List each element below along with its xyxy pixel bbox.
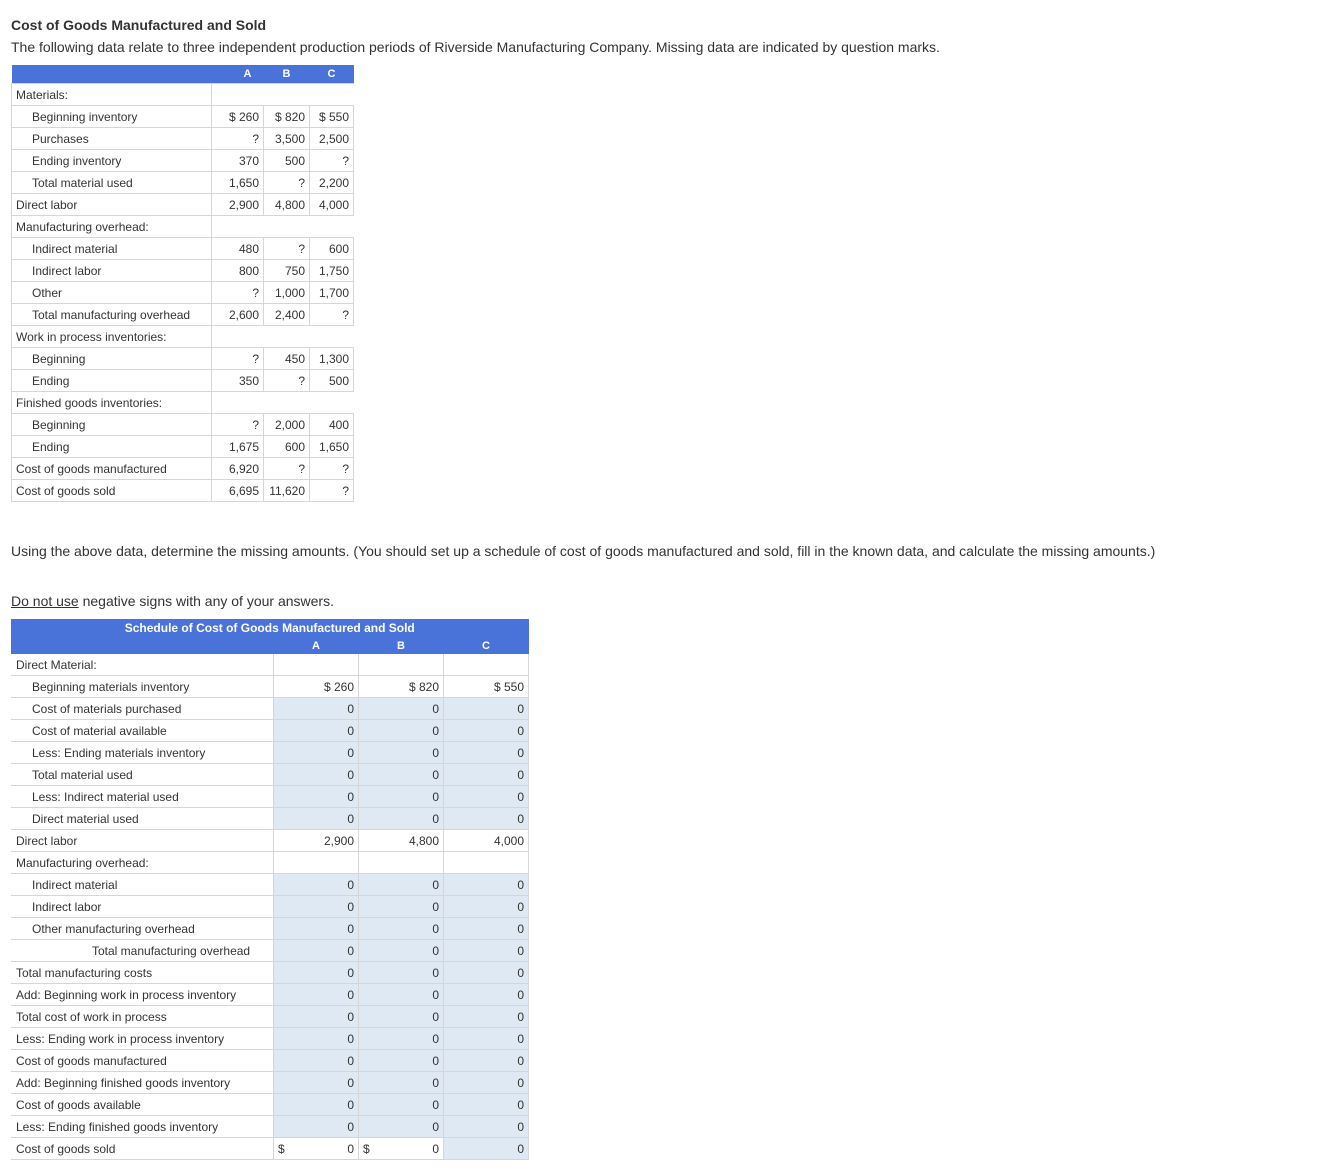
schedule-row-label: Add: Beginning work in process inventory: [11, 984, 274, 1006]
data-cell-b: [264, 216, 310, 238]
schedule-cell-c[interactable]: 0: [444, 962, 529, 984]
schedule-cell-a[interactable]: 0: [274, 918, 359, 940]
data-cell-a: ?: [212, 348, 264, 370]
schedule-cell-b[interactable]: 0: [359, 984, 444, 1006]
data-cell-b: 750: [264, 260, 310, 282]
data-cell-a: ?: [212, 414, 264, 436]
data-row: [12, 414, 354, 436]
schedule-row-label: Total manufacturing costs: [11, 962, 274, 984]
schedule-row: [11, 654, 529, 676]
data-cell-c: 600: [310, 238, 354, 260]
schedule-cell-a: [274, 654, 359, 676]
schedule-cell-a[interactable]: 0: [274, 1116, 359, 1138]
data-row-label: Beginning inventory: [12, 106, 212, 128]
cell-value: 0: [347, 1141, 354, 1156]
schedule-cell-a[interactable]: 0: [274, 1072, 359, 1094]
data-header-blank: [12, 65, 212, 84]
data-cell-b: [264, 84, 310, 106]
schedule-row-label: Less: Ending materials inventory: [11, 742, 274, 764]
schedule-header-a: A: [274, 637, 359, 654]
data-cell-c: ?: [310, 458, 354, 480]
schedule-cell-c[interactable]: 0: [444, 808, 529, 830]
data-cell-c: 2,200: [310, 172, 354, 194]
data-cell-a: 350: [212, 370, 264, 392]
schedule-cell-c[interactable]: 0: [444, 698, 529, 720]
schedule-cell-c: [444, 654, 529, 676]
data-cell-a: 1,675: [212, 436, 264, 458]
data-header-c: C: [310, 65, 354, 84]
data-cell-a: [212, 84, 264, 106]
schedule-row-label: Cost of goods sold: [11, 1138, 274, 1160]
schedule-row: [11, 1050, 529, 1072]
data-cell-b: ?: [264, 458, 310, 480]
data-row-label: Ending: [12, 436, 212, 458]
schedule-header-b: B: [359, 637, 444, 654]
data-cell-a: [212, 216, 264, 238]
data-row: [12, 128, 354, 150]
schedule-cell-a[interactable]: 0: [274, 1028, 359, 1050]
data-row-label: Cost of goods manufactured: [12, 458, 212, 480]
schedule-cell-a[interactable]: 0: [274, 984, 359, 1006]
data-cell-a: ?: [212, 128, 264, 150]
data-cell-b: 600: [264, 436, 310, 458]
schedule-cell-b[interactable]: 0: [359, 1028, 444, 1050]
schedule-row: [11, 896, 529, 918]
data-row-label: Materials:: [12, 84, 212, 106]
data-row-label: Direct labor: [12, 194, 212, 216]
data-cell-a: 2,600: [212, 304, 264, 326]
schedule-cell-b[interactable]: 0: [359, 808, 444, 830]
schedule-cell-b[interactable]: 0: [359, 1006, 444, 1028]
schedule-row: [11, 1006, 529, 1028]
cell-value: 0: [432, 1141, 439, 1156]
schedule-row: [11, 720, 529, 742]
schedule-cell-a[interactable]: 0: [274, 720, 359, 742]
schedule-cell-c[interactable]: 0: [444, 1006, 529, 1028]
schedule-row-label: Direct Material:: [11, 654, 274, 676]
data-cell-c: [310, 216, 354, 238]
schedule-cell-a[interactable]: 0: [274, 962, 359, 984]
schedule-row: [11, 940, 529, 962]
data-row-label: Cost of goods sold: [12, 480, 212, 502]
schedule-row: [11, 984, 529, 1006]
schedule-cell-a[interactable]: [274, 1138, 359, 1160]
data-row: [12, 238, 354, 260]
schedule-cell-a[interactable]: 0: [274, 1050, 359, 1072]
data-cell-b: ?: [264, 238, 310, 260]
data-cell-c: 1,700: [310, 282, 354, 304]
schedule-cell-a[interactable]: 0: [274, 896, 359, 918]
schedule-cell-b[interactable]: 0: [359, 1050, 444, 1072]
data-cell-c: [310, 326, 354, 348]
data-cell-c: ?: [310, 150, 354, 172]
data-row-label: Work in process inventories:: [12, 326, 212, 348]
data-cell-c: [310, 84, 354, 106]
schedule-row: [11, 1028, 529, 1050]
data-cell-c: 1,750: [310, 260, 354, 282]
schedule-row: [11, 918, 529, 940]
data-row: [12, 392, 354, 414]
schedule-cell-c[interactable]: 0: [444, 742, 529, 764]
data-cell-c: ?: [310, 480, 354, 502]
schedule-cell-c: 4,000: [444, 830, 529, 852]
data-row: [12, 172, 354, 194]
schedule-cell-a[interactable]: 0: [274, 1006, 359, 1028]
data-cell-b: 11,620: [264, 480, 310, 502]
schedule-header-blank: [11, 637, 274, 654]
schedule-row-label: Other manufacturing overhead: [11, 918, 274, 940]
data-cell-b: ?: [264, 370, 310, 392]
data-row-label: Indirect labor: [12, 260, 212, 282]
data-row: [12, 304, 354, 326]
schedule-row: [11, 698, 529, 720]
schedule-row: [11, 1116, 529, 1138]
data-cell-c: 2,500: [310, 128, 354, 150]
schedule-cell-a[interactable]: 0: [274, 1094, 359, 1116]
schedule-row: [11, 764, 529, 786]
schedule-cell-b[interactable]: 0: [359, 720, 444, 742]
data-cell-a: 6,695: [212, 480, 264, 502]
schedule-cell-c[interactable]: 0: [444, 720, 529, 742]
negative-sign-note: [11, 593, 334, 609]
schedule-cell-c[interactable]: 0: [444, 940, 529, 962]
data-cell-b: 3,500: [264, 128, 310, 150]
currency-symbol: $: [363, 1141, 370, 1156]
data-row: [12, 150, 354, 172]
schedule-cell-c[interactable]: 0: [444, 896, 529, 918]
data-cell-b: 2,000: [264, 414, 310, 436]
schedule-cell-c[interactable]: 0: [444, 1028, 529, 1050]
data-cell-c: 1,300: [310, 348, 354, 370]
schedule-cell-b[interactable]: 0: [359, 940, 444, 962]
data-cell-a: ?: [212, 282, 264, 304]
schedule-cell-b: [359, 852, 444, 874]
schedule-cell-a: 2,900: [274, 830, 359, 852]
schedule-row-label: Cost of materials purchased: [11, 698, 274, 720]
data-cell-b: 500: [264, 150, 310, 172]
data-row: [12, 282, 354, 304]
data-cell-a: 480: [212, 238, 264, 260]
data-cell-a: 2,900: [212, 194, 264, 216]
schedule-row-label: Beginning materials inventory: [11, 676, 274, 698]
schedule-row: [11, 852, 529, 874]
schedule-row: [11, 962, 529, 984]
intro-text: The following data relate to three independent production periods of Riverside Manufacturing Company. Missing data are indicated by question marks.: [11, 39, 940, 55]
data-cell-b: 1,000: [264, 282, 310, 304]
schedule-row: [11, 874, 529, 896]
data-cell-c: $ 550: [310, 106, 354, 128]
data-row: [12, 458, 354, 480]
data-cell-b: ?: [264, 172, 310, 194]
data-cell-b: [264, 326, 310, 348]
schedule-cell-b: [359, 654, 444, 676]
schedule-row: [11, 1138, 529, 1160]
schedule-row-label: Direct material used: [11, 808, 274, 830]
schedule-cell-b[interactable]: 0: [359, 896, 444, 918]
data-row-label: Total material used: [12, 172, 212, 194]
schedule-row-label: Indirect labor: [11, 896, 274, 918]
data-cell-a: 800: [212, 260, 264, 282]
data-row: [12, 480, 354, 502]
schedule-row-label: Less: Ending work in process inventory: [11, 1028, 274, 1050]
note-underlined: Do not use: [11, 593, 79, 609]
schedule-row-label: Total manufacturing overhead: [11, 940, 274, 962]
data-cell-c: [310, 392, 354, 414]
schedule-cell-b[interactable]: 0: [359, 1094, 444, 1116]
data-row-label: Ending inventory: [12, 150, 212, 172]
schedule-cell-a: $ 260: [274, 676, 359, 698]
schedule-cell-b: $ 820: [359, 676, 444, 698]
data-row: [12, 106, 354, 128]
schedule-row: [11, 1072, 529, 1094]
currency-symbol: $: [278, 1141, 285, 1156]
schedule-cell-a: [274, 852, 359, 874]
schedule-row-label: Total material used: [11, 764, 274, 786]
schedule-cell-b[interactable]: 0: [359, 698, 444, 720]
data-row-label: Ending: [12, 370, 212, 392]
data-cell-b: 4,800: [264, 194, 310, 216]
schedule-row-label: Manufacturing overhead:: [11, 852, 274, 874]
schedule-row-label: Add: Beginning finished goods inventory: [11, 1072, 274, 1094]
data-row: [12, 370, 354, 392]
data-row-label: Indirect material: [12, 238, 212, 260]
schedule-cell-b[interactable]: 0: [359, 918, 444, 940]
data-row-label: Finished goods inventories:: [12, 392, 212, 414]
cell-wrapper: [274, 1138, 354, 1159]
schedule-row-label: Less: Ending finished goods inventory: [11, 1116, 274, 1138]
page-title: Cost of Goods Manufactured and Sold: [11, 17, 267, 33]
schedule-cell-a[interactable]: 0: [274, 742, 359, 764]
schedule-cell-a[interactable]: 0: [274, 940, 359, 962]
data-row: [12, 326, 354, 348]
schedule-cell-c[interactable]: 0: [444, 1050, 529, 1072]
schedule-cell-b[interactable]: 0: [359, 742, 444, 764]
schedule-row: [11, 786, 529, 808]
schedule-cell-c[interactable]: 0: [444, 1138, 529, 1160]
schedule-cell-c[interactable]: 0: [444, 764, 529, 786]
data-cell-a: 370: [212, 150, 264, 172]
data-cell-b: [264, 392, 310, 414]
schedule-row: [11, 676, 529, 698]
schedule-cell-a[interactable]: 0: [274, 764, 359, 786]
schedule-cell-c: [444, 852, 529, 874]
schedule-title: Schedule of Cost of Goods Manufactured and Sold: [11, 619, 529, 637]
data-row: [12, 84, 354, 106]
data-cell-b: $ 820: [264, 106, 310, 128]
schedule-cell-c: $ 550: [444, 676, 529, 698]
schedule-cell-b: 4,800: [359, 830, 444, 852]
schedule-row-label: Cost of goods available: [11, 1094, 274, 1116]
schedule-cell-b[interactable]: 0: [359, 962, 444, 984]
schedule-table: [11, 619, 529, 1160]
data-header-a: A: [212, 65, 264, 84]
data-row: [12, 260, 354, 282]
schedule-cell-a[interactable]: 0: [274, 874, 359, 896]
instructions: Using the above data, determine the missing amounts. (You should set up a schedule of cost of goods manufactured and sold, fill in the known data, and calculate the missing amounts.): [11, 543, 1156, 559]
note-rest: negative signs with any of your answers.: [78, 593, 334, 609]
schedule-row-label: Indirect material: [11, 874, 274, 896]
cell-wrapper: [359, 1138, 439, 1159]
schedule-row: [11, 808, 529, 830]
schedule-cell-c[interactable]: 0: [444, 874, 529, 896]
data-row-label: Beginning: [12, 348, 212, 370]
data-cell-a: [212, 392, 264, 414]
schedule-row-label: Cost of material available: [11, 720, 274, 742]
schedule-cell-b[interactable]: 0: [359, 786, 444, 808]
data-cell-b: 450: [264, 348, 310, 370]
data-row-label: Purchases: [12, 128, 212, 150]
data-cell-a: 6,920: [212, 458, 264, 480]
data-cell-c: 400: [310, 414, 354, 436]
schedule-row-label: Less: Indirect material used: [11, 786, 274, 808]
data-cell-a: [212, 326, 264, 348]
data-cell-c: 1,650: [310, 436, 354, 458]
data-row: [12, 348, 354, 370]
data-row: [12, 194, 354, 216]
schedule-row-label: Total cost of work in process: [11, 1006, 274, 1028]
schedule-cell-a[interactable]: 0: [274, 786, 359, 808]
data-header-b: B: [264, 65, 310, 84]
schedule-cell-c[interactable]: 0: [444, 918, 529, 940]
schedule-cell-c[interactable]: 0: [444, 786, 529, 808]
data-row-label: Total manufacturing overhead: [12, 304, 212, 326]
schedule-cell-b[interactable]: [359, 1138, 444, 1160]
given-data-table: [11, 65, 354, 502]
data-cell-a: 1,650: [212, 172, 264, 194]
data-row-label: Manufacturing overhead:: [12, 216, 212, 238]
schedule-cell-c[interactable]: 0: [444, 1116, 529, 1138]
schedule-row-label: Cost of goods manufactured: [11, 1050, 274, 1072]
schedule-cell-b[interactable]: 0: [359, 764, 444, 786]
schedule-cell-c[interactable]: 0: [444, 1094, 529, 1116]
schedule-row: [11, 830, 529, 852]
data-cell-a: $ 260: [212, 106, 264, 128]
data-row: [12, 216, 354, 238]
data-cell-c: ?: [310, 304, 354, 326]
schedule-row: [11, 742, 529, 764]
schedule-cell-a[interactable]: 0: [274, 698, 359, 720]
data-row-label: Beginning: [12, 414, 212, 436]
schedule-cell-c[interactable]: 0: [444, 1072, 529, 1094]
data-cell-c: 500: [310, 370, 354, 392]
schedule-cell-b[interactable]: 0: [359, 874, 444, 896]
data-row-label: Other: [12, 282, 212, 304]
schedule-cell-a[interactable]: 0: [274, 808, 359, 830]
schedule-cell-b[interactable]: 0: [359, 1072, 444, 1094]
schedule-cell-c[interactable]: 0: [444, 984, 529, 1006]
schedule-row-label: Direct labor: [11, 830, 274, 852]
data-cell-c: 4,000: [310, 194, 354, 216]
schedule-row: [11, 1094, 529, 1116]
data-cell-b: 2,400: [264, 304, 310, 326]
data-row: [12, 436, 354, 458]
schedule-header-c: C: [444, 637, 529, 654]
schedule-cell-b[interactable]: 0: [359, 1116, 444, 1138]
